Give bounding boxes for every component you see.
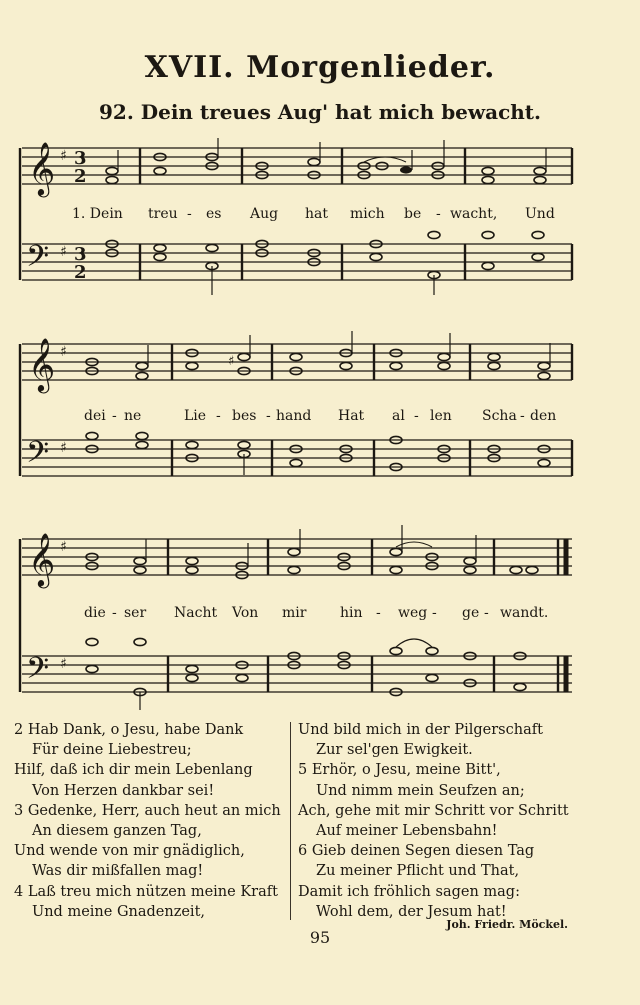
hymn-title: 92. Dein treues Aug' hat mich bewacht. xyxy=(99,100,541,124)
svg-text:𝄞: 𝄞 xyxy=(28,141,56,195)
verse-line: Auf meiner Lebensbahn! xyxy=(316,823,498,840)
lyrics-line-1 xyxy=(0,206,640,226)
lyric-syllable: mir xyxy=(282,605,307,621)
verse-line: Hilf, daß ich dir mein Lebenlang xyxy=(14,762,253,779)
verse-line: Und bild mich in der Pilgerschaft xyxy=(298,722,543,738)
lyric-syllable: - xyxy=(520,408,525,424)
lyric-syllable: es xyxy=(206,206,222,222)
verse-line: An diesem ganzen Tag, xyxy=(32,823,202,840)
lyric-syllable: - xyxy=(432,605,437,621)
lyric-syllable: hand xyxy=(276,408,312,424)
svg-text:𝄞: 𝄞 xyxy=(28,532,56,586)
lyric-syllable: wandt. xyxy=(500,605,549,621)
lyric-syllable: - xyxy=(266,408,271,424)
verse-line: 4 Laß treu mich nützen meine Kraft xyxy=(14,883,278,900)
lyric-syllable: die xyxy=(84,605,106,621)
lyric-syllable: Nacht xyxy=(174,605,218,621)
lyric-syllable: al xyxy=(392,408,405,424)
verse-line: Wohl dem, der Jesum hat! xyxy=(316,903,507,920)
lyric-syllable: - xyxy=(376,605,381,621)
svg-text:♯: ♯ xyxy=(60,148,67,164)
column-divider xyxy=(290,722,291,920)
verse-line: Was dir mißfallen mag! xyxy=(32,863,204,880)
verse-line: Und meine Gnadenzeit, xyxy=(32,903,206,920)
verses-right-column xyxy=(298,720,588,922)
page-number: 95 xyxy=(309,928,331,947)
lyric-syllable: bes xyxy=(232,408,257,424)
lyric-syllable: den xyxy=(530,408,557,424)
lyric-syllable: Aug xyxy=(250,206,279,222)
svg-text:2: 2 xyxy=(74,262,87,283)
verse-line: 6 Gieb deinen Segen diesen Tag xyxy=(298,843,535,860)
verse-line: Und wende von mir gnädiglich, xyxy=(14,843,245,860)
lyric-syllable: hin xyxy=(340,605,363,621)
svg-text:♯: ♯ xyxy=(60,440,67,456)
lyric-syllable: - xyxy=(436,206,441,222)
verse-line: 2 Hab Dank, o Jesu, habe Dank xyxy=(14,722,244,738)
svg-text:2: 2 xyxy=(74,166,87,187)
svg-text:𝄢: 𝄢 xyxy=(26,240,50,281)
svg-text:3: 3 xyxy=(74,148,87,169)
svg-text:𝄢: 𝄢 xyxy=(26,652,50,693)
lyric-syllable: mich xyxy=(350,206,385,222)
verse-line: Für deine Liebestreu; xyxy=(32,742,192,759)
lyric-syllable: - xyxy=(414,408,419,424)
verses-left-column xyxy=(14,720,290,922)
lyric-syllable: - xyxy=(112,408,117,424)
verse-line: Ach, gehe mit mir Schritt vor Schritt xyxy=(298,802,569,819)
lyric-syllable: weg xyxy=(398,605,428,621)
svg-text:♯: ♯ xyxy=(60,244,67,260)
lyric-syllable: len xyxy=(430,408,452,424)
svg-text:♯: ♯ xyxy=(60,344,67,360)
lyrics-line-2 xyxy=(0,408,640,428)
verse-line: Und nimm mein Seufzen an; xyxy=(316,782,525,799)
lyric-syllable: Hat xyxy=(338,408,365,424)
verse-line: Zu meiner Pflicht und That, xyxy=(316,863,520,880)
lyric-syllable: wacht, xyxy=(450,206,498,222)
svg-text:𝄢: 𝄢 xyxy=(26,436,50,477)
lyric-syllable: dei xyxy=(84,408,106,424)
lyrics-line-3 xyxy=(0,605,640,625)
lyric-syllable: ge xyxy=(462,605,480,621)
lyric-syllable: Scha xyxy=(482,408,517,424)
lyric-syllable: ne xyxy=(124,408,142,424)
lyric-syllable: hat xyxy=(305,206,328,222)
lyric-syllable: Von xyxy=(232,605,259,621)
svg-text:3: 3 xyxy=(74,244,87,265)
svg-text:♯: ♯ xyxy=(228,354,235,369)
lyric-syllable: - xyxy=(216,408,221,424)
verse-line: Von Herzen dankbar sei! xyxy=(32,782,215,799)
lyric-syllable: treu xyxy=(148,206,178,222)
lyric-syllable: Lie xyxy=(184,408,207,424)
lyric-syllable: - xyxy=(187,206,192,222)
section-title: XVII. Morgenlieder. xyxy=(144,50,496,85)
lyric-syllable: ser xyxy=(124,605,147,621)
verse-line: 3 Gedenke, Herr, auch heut an mich xyxy=(14,802,281,819)
svg-text:♯: ♯ xyxy=(60,539,67,555)
svg-text:♯: ♯ xyxy=(60,656,67,672)
verse-line: 5 Erhör, o Jesu, meine Bitt', xyxy=(298,762,501,779)
lyric-syllable: be xyxy=(404,206,422,222)
verse-line: Damit ich fröhlich sagen mag: xyxy=(298,883,520,900)
verse-line: Zur sel'gen Ewigkeit. xyxy=(316,742,473,759)
lyric-syllable: - xyxy=(112,605,117,621)
svg-text:𝄞: 𝄞 xyxy=(28,337,56,391)
composer-credit: Joh. Friedr. Möckel. xyxy=(446,918,568,931)
lyric-syllable: 1. Dein xyxy=(72,206,123,222)
lyric-syllable: Und xyxy=(525,206,555,222)
lyric-syllable: - xyxy=(484,605,489,621)
